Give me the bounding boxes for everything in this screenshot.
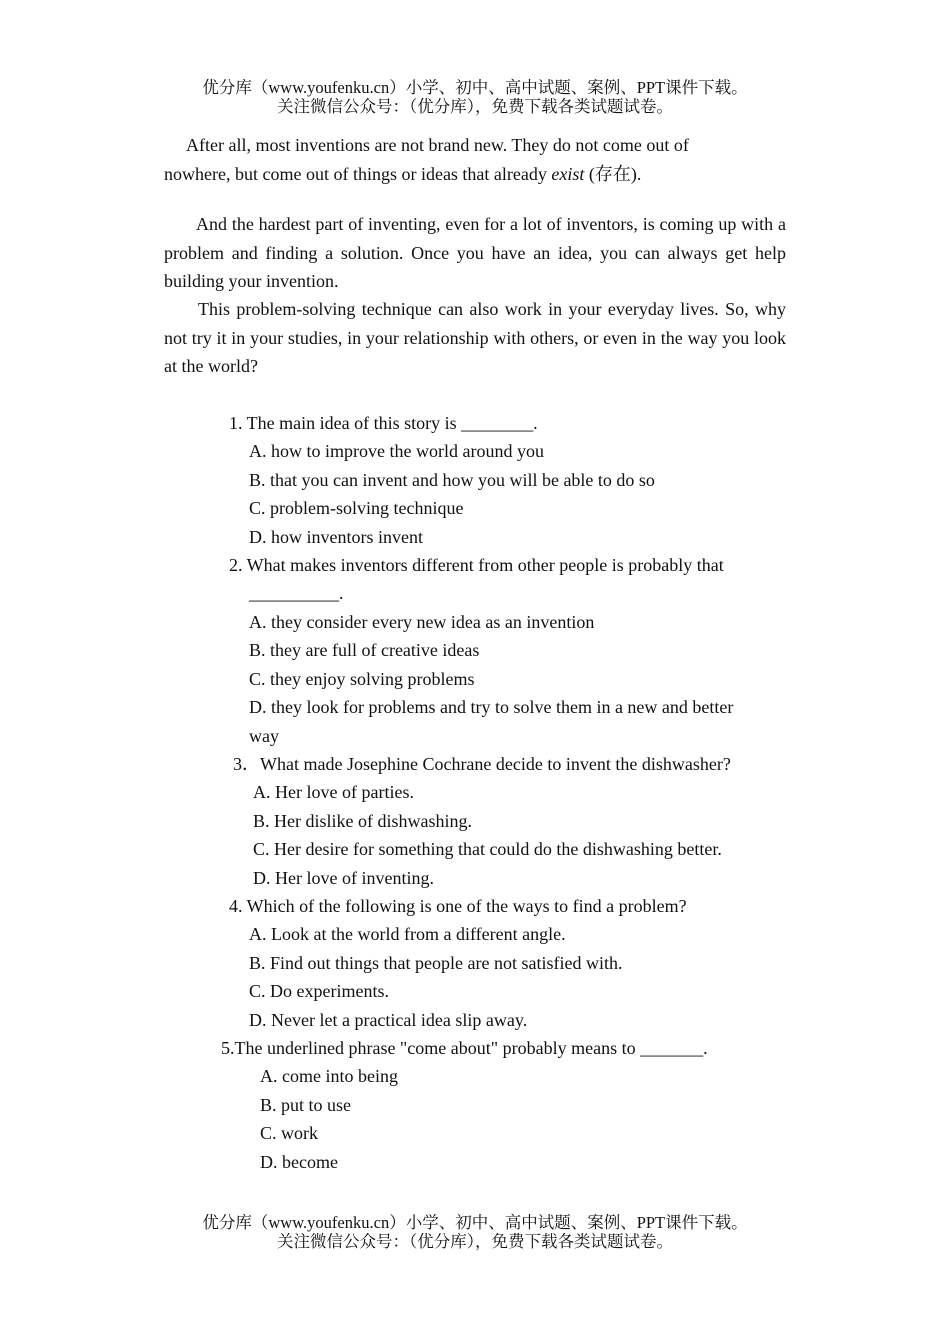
passage-p1-text-a: After all, most inventions are not brand new. They do not come out of nowhere, but come out of things or ideas that already [164,135,689,184]
option-d: D. Her love of inventing. [253,868,434,888]
passage-paragraph-1 [164,131,724,188]
question-stem: 1. The main idea of this story is ________. [229,413,538,433]
header-line-2: 关注微信公众号：（优分库），免费下载各类试题试卷。 [277,97,673,116]
passage-p1-emphasis: exist [551,163,585,184]
header-line-1: 优分库（www.youfenku.cn）小学、初中、高中试题、案例、PPT课件下载。 [202,78,748,97]
passage-paragraph-3: This problem-solving technique can also work in your everyday lives. So, why not try it in your studies, in your relationship with others, or even in the way you look at the world? [164,299,786,376]
footer-line-1: 优分库（www.youfenku.cn）小学、初中、高中试题、案例、PPT课件下载。 [202,1213,748,1232]
option-b: B. put to use [260,1095,352,1115]
option-a: A. how to improve the world around you [249,441,544,461]
option-d: D. become [260,1152,338,1172]
option-d: D. Never let a practical idea slip away. [249,1010,528,1030]
option-b: B. Her dislike of dishwashing. [253,811,472,831]
option-d: D. how inventors invent [249,527,423,547]
question-stem: 5.The underlined phrase "come about" probably means to _______. [221,1038,708,1058]
option-c: C. they enjoy solving problems [249,669,475,689]
page-header [0,78,950,116]
option-b: B. they are full of creative ideas [249,640,480,660]
question-stem-continuation: __________. [249,583,344,603]
option-b: B. Find out things that people are not satisfied with. [249,953,623,973]
option-d: D. they look for problems and try to solve them in a new and better [249,697,734,717]
footer-line-2: 关注微信公众号：（优分库），免费下载各类试题试卷。 [277,1232,673,1251]
option-b: B. that you can invent and how you will be able to do so [249,470,655,490]
passage-p1-text-b: (存在). [584,163,642,184]
option-a: A. Look at the world from a different angle. [249,924,566,944]
option-c: C. work [260,1123,318,1143]
option-a: A. they consider every new idea as an invention [249,612,595,632]
option-a: A. come into being [260,1066,398,1086]
passage-paragraph-2: And the hardest part of inventing, even for a lot of inventors, is coming up with a problem and finding a solution. Once you have an idea, you can always get help building your invention. [164,214,786,291]
option-d-continuation: way [249,726,279,746]
question-stem: 4. Which of the following is one of the ways to find a problem? [229,896,687,916]
option-c: C. Her desire for something that could do the dishwashing better. [253,839,722,859]
option-a: A. Her love of parties. [253,782,414,802]
page-footer [0,1213,950,1251]
option-c: C. problem-solving technique [249,498,464,518]
option-c: C. Do experiments. [249,981,389,1001]
question-stem: 3．What made Josephine Cochrane decide to invent the dishwasher? [233,754,731,774]
question-stem: 2. What makes inventors different from other people is probably that [229,555,724,575]
